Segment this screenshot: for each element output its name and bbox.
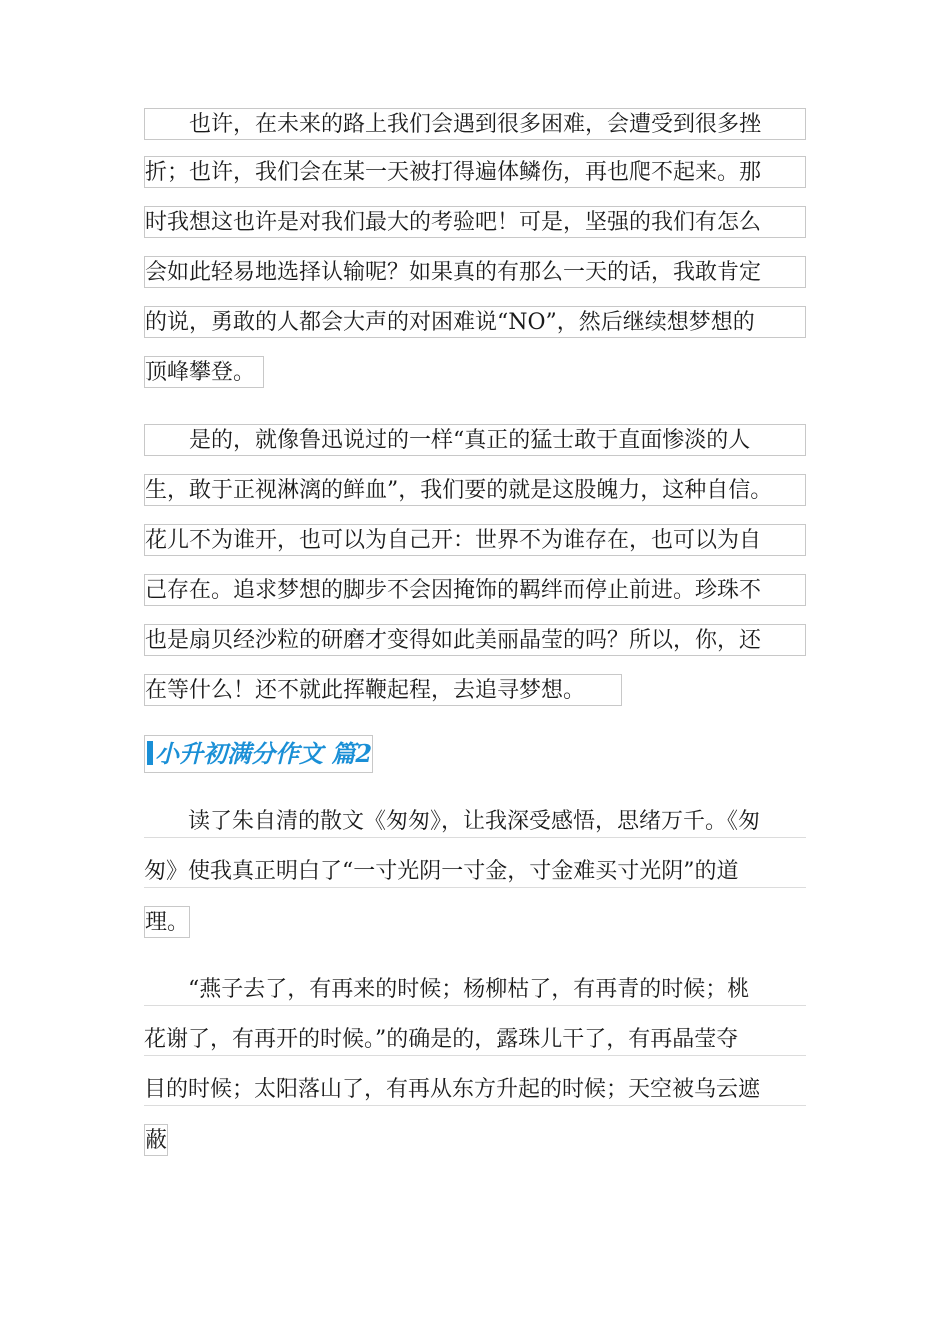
paragraph-2-line-2: 生，敢于正视淋漓的鲜血”，我们要的就是这股魄力，这种自信。 bbox=[144, 474, 806, 506]
paragraph-4-line-4: 蔽 bbox=[144, 1124, 168, 1156]
paragraph-3-line-1: 读了朱自清的散文《匆匆》，让我深受感悟，思绪万千。《匆 bbox=[144, 806, 806, 838]
paragraph-3-line-3: 理。 bbox=[144, 906, 190, 938]
paragraph-4-line-3: 目的时候；太阳落山了，有再从东方升起的时候；天空被乌云遮 bbox=[144, 1074, 806, 1106]
heading-marker bbox=[147, 741, 153, 765]
paragraph-2-line-5: 也是扇贝经沙粒的研磨才变得如此美丽晶莹的吗？所以，你，还 bbox=[144, 624, 806, 656]
paragraph-2-line-6: 在等什么！还不就此挥鞭起程，去追寻梦想。 bbox=[144, 674, 622, 706]
paragraph-4-line-2: 花谢了，有再开的时候。”的确是的，露珠儿干了，有再晶莹夺 bbox=[144, 1024, 806, 1056]
paragraph-1-line-5: 的说，勇敢的人都会大声的对困难说“NO”，然后继续想梦想的 bbox=[144, 306, 806, 338]
paragraph-1-line-2: 折；也许，我们会在某一天被打得遍体鳞伤，再也爬不起来。那 bbox=[144, 156, 806, 188]
paragraph-3-line-2: 匆》使我真正明白了“一寸光阴一寸金，寸金难买寸光阴”的道 bbox=[144, 856, 806, 888]
paragraph-1-line-6: 顶峰攀登。 bbox=[144, 356, 264, 388]
paragraph-2-line-4: 己存在。追求梦想的脚步不会因掩饰的羁绊而停止前进。珍珠不 bbox=[144, 574, 806, 606]
paragraph-1-line-3: 时我想这也许是对我们最大的考验吧！可是，坚强的我们有怎么 bbox=[144, 206, 806, 238]
paragraph-1-line-1: 也许，在未来的路上我们会遇到很多困难，会遭受到很多挫 bbox=[144, 108, 806, 140]
paragraph-4-line-1: “燕子去了，有再来的时候；杨柳枯了，有再青的时候；桃 bbox=[144, 974, 806, 1006]
paragraph-2-line-1: 是的，就像鲁迅说过的一样“真正的猛士敢于直面惨淡的人 bbox=[144, 424, 806, 456]
paragraph-2-line-3: 花儿不为谁开，也可以为自己开：世界不为谁存在，也可以为自 bbox=[144, 524, 806, 556]
section-heading bbox=[144, 735, 373, 773]
heading-text: 小升初满分作文 篇2 bbox=[155, 739, 373, 768]
paragraph-1-line-4: 会如此轻易地选择认输呢？如果真的有那么一天的话，我敢肯定 bbox=[144, 256, 806, 288]
